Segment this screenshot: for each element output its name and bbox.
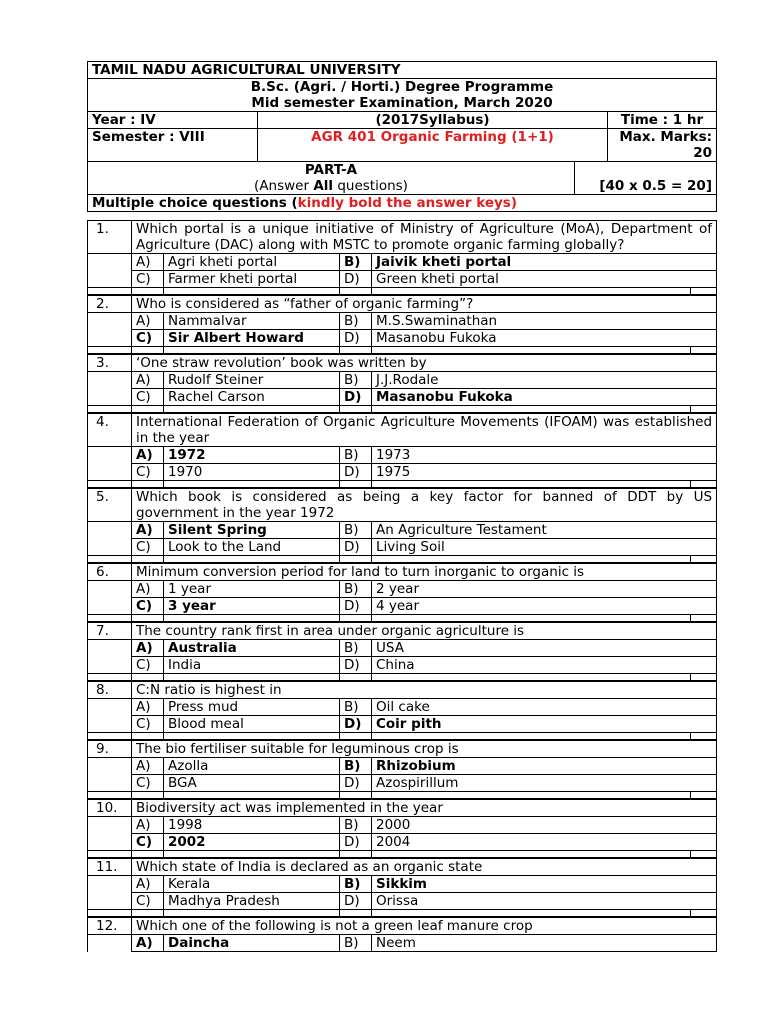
mcq-heading xyxy=(88,195,717,212)
option-letter: C) xyxy=(132,893,164,910)
option-text: 1970 xyxy=(164,464,340,481)
question-number: 7. xyxy=(88,623,132,640)
option-text: 2 year xyxy=(372,581,717,598)
option-text: Look to the Land xyxy=(164,539,340,556)
question-number: 8. xyxy=(88,682,132,699)
university-name: TAMIL NADU AGRICULTURAL UNIVERSITY xyxy=(88,62,717,79)
option-text: Masanobu Fukoka xyxy=(372,330,717,347)
option-text: Oil cake xyxy=(372,699,717,716)
question-list xyxy=(87,220,716,952)
question-block xyxy=(87,220,717,295)
option-letter: D) xyxy=(340,716,372,733)
option-letter: C) xyxy=(132,389,164,406)
option-letter: A) xyxy=(132,640,164,657)
option-letter: A) xyxy=(132,876,164,893)
question-block xyxy=(87,488,717,563)
option-letter: D) xyxy=(340,657,372,674)
answer-key-option: Rhizobium xyxy=(372,758,717,775)
option-text: Azolla xyxy=(164,758,340,775)
option-text: Rudolf Steiner xyxy=(164,372,340,389)
option-text: 1998 xyxy=(164,817,340,834)
option-text: Press mud xyxy=(164,699,340,716)
option-letter: C) xyxy=(132,716,164,733)
header-table xyxy=(87,61,717,162)
option-letter: B) xyxy=(340,313,372,330)
option-text: Blood meal xyxy=(164,716,340,733)
option-letter: B) xyxy=(340,372,372,389)
semester-label: Semester : VIII xyxy=(88,129,258,162)
option-letter: B) xyxy=(340,817,372,834)
option-text: BGA xyxy=(164,775,340,792)
option-text: USA xyxy=(372,640,717,657)
option-letter: D) xyxy=(340,834,372,851)
option-letter: A) xyxy=(132,447,164,464)
option-letter: C) xyxy=(132,271,164,288)
question-text: Which portal is a unique initiative of Ministry of Agriculture (MoA), Department of Agriculture (DAC) along with MSTC to promote organic farming globally? xyxy=(132,221,717,254)
option-text: Azospirillum xyxy=(372,775,717,792)
option-text: 1975 xyxy=(372,464,717,481)
option-letter: A) xyxy=(132,522,164,539)
option-letter: A) xyxy=(132,372,164,389)
question-block xyxy=(87,740,717,799)
option-text: Neem xyxy=(372,935,717,952)
option-letter: C) xyxy=(132,539,164,556)
answer-key-option: Australia xyxy=(164,640,340,657)
option-text: Farmer kheti portal xyxy=(164,271,340,288)
answer-pre: (Answer xyxy=(254,178,314,194)
question-text: C:N ratio is highest in xyxy=(132,682,717,699)
year-label: Year : IV xyxy=(88,112,258,129)
option-text: Agri kheti portal xyxy=(164,254,340,271)
option-letter: C) xyxy=(132,330,164,347)
option-text: 2000 xyxy=(372,817,717,834)
question-number: 9. xyxy=(88,741,132,758)
answer-key-option: Sikkim xyxy=(372,876,717,893)
answer-key-option: Coir pith xyxy=(372,716,717,733)
answer-key-option: Daincha xyxy=(164,935,340,952)
exam-paper xyxy=(87,61,716,952)
answer-key-option: Jaivik kheti portal xyxy=(372,254,717,271)
answer-key-option: Silent Spring xyxy=(164,522,340,539)
answer-key-option: 2002 xyxy=(164,834,340,851)
option-letter: A) xyxy=(132,817,164,834)
option-letter: C) xyxy=(132,775,164,792)
part-label: PART-A xyxy=(88,162,575,179)
course-title: AGR 401 Organic Farming (1+1) xyxy=(258,129,608,162)
answer-key-option: 3 year xyxy=(164,598,340,615)
answer-key-option: Sir Albert Howard xyxy=(164,330,340,347)
question-text: Which state of India is declared as an organic state xyxy=(132,859,717,876)
option-text: M.S.Swaminathan xyxy=(372,313,717,330)
option-text: 2004 xyxy=(372,834,717,851)
option-text: An Agriculture Testament xyxy=(372,522,717,539)
question-number: 1. xyxy=(88,221,132,254)
option-text: J.J.Rodale xyxy=(372,372,717,389)
question-block xyxy=(87,622,717,681)
question-text: The country rank first in area under organic agriculture is xyxy=(132,623,717,640)
part-a-table xyxy=(87,161,717,212)
option-letter: A) xyxy=(132,758,164,775)
mcq-label: Multiple choice questions ( xyxy=(92,195,298,211)
option-text: Rachel Carson xyxy=(164,389,340,406)
option-letter: B) xyxy=(340,699,372,716)
option-letter: B) xyxy=(340,254,372,271)
question-block xyxy=(87,799,717,858)
question-number: 4. xyxy=(88,414,132,447)
question-block xyxy=(87,413,717,488)
option-text: China xyxy=(372,657,717,674)
question-text: The bio fertiliser suitable for leguminous crop is xyxy=(132,741,717,758)
option-letter: D) xyxy=(340,893,372,910)
option-text: Nammalvar xyxy=(164,313,340,330)
option-text: Green kheti portal xyxy=(372,271,717,288)
option-letter: D) xyxy=(340,271,372,288)
option-letter: B) xyxy=(340,640,372,657)
option-letter: A) xyxy=(132,935,164,952)
option-text: India xyxy=(164,657,340,674)
question-number: 2. xyxy=(88,296,132,313)
time-label: Time : 1 hr xyxy=(608,112,717,129)
max-marks: Max. Marks: 20 xyxy=(608,129,717,162)
question-block xyxy=(87,295,717,354)
question-text: International Federation of Organic Agriculture Movements (IFOAM) was established in the year xyxy=(132,414,717,447)
option-letter: D) xyxy=(340,598,372,615)
option-text: 1 year xyxy=(164,581,340,598)
option-text: 4 year xyxy=(372,598,717,615)
answer-post: questions) xyxy=(333,178,408,194)
question-block xyxy=(87,681,717,740)
question-block xyxy=(87,563,717,622)
question-text: ‘One straw revolution’ book was written by xyxy=(132,355,717,372)
question-block xyxy=(87,858,717,917)
question-text: Who is considered as “father of organic farming”? xyxy=(132,296,717,313)
option-letter: B) xyxy=(340,581,372,598)
question-number: 6. xyxy=(88,564,132,581)
option-letter: A) xyxy=(132,254,164,271)
question-text: Which book is considered as being a key factor for banned of DDT by US government in the year 1972 xyxy=(132,489,717,522)
option-letter: D) xyxy=(340,330,372,347)
option-letter: D) xyxy=(340,775,372,792)
option-letter: C) xyxy=(132,464,164,481)
option-letter: C) xyxy=(132,657,164,674)
option-letter: D) xyxy=(340,389,372,406)
answer-key-option: Masanobu Fukoka xyxy=(372,389,717,406)
question-number: 12. xyxy=(88,918,132,935)
question-text: Biodiversity act was implemented in the year xyxy=(132,800,717,817)
mcq-note: kindly bold the answer keys) xyxy=(297,195,517,211)
option-letter: B) xyxy=(340,758,372,775)
question-number: 3. xyxy=(88,355,132,372)
option-letter: D) xyxy=(340,539,372,556)
question-text: Minimum conversion period for land to turn inorganic to organic is xyxy=(132,564,717,581)
option-letter: B) xyxy=(340,522,372,539)
question-number: 10. xyxy=(88,800,132,817)
question-text: Which one of the following is not a green leaf manure crop xyxy=(132,918,717,935)
option-text: Orissa xyxy=(372,893,717,910)
option-text: Living Soil xyxy=(372,539,717,556)
option-text: 1973 xyxy=(372,447,717,464)
option-letter: D) xyxy=(340,464,372,481)
option-letter: C) xyxy=(132,834,164,851)
question-number: 5. xyxy=(88,489,132,522)
marks-formula: [40 x 0.5 = 20] xyxy=(575,178,717,195)
option-text: Kerala xyxy=(164,876,340,893)
option-letter: A) xyxy=(132,581,164,598)
option-letter: B) xyxy=(340,876,372,893)
syllabus-label: (2017Syllabus) xyxy=(258,112,608,129)
option-letter: C) xyxy=(132,598,164,615)
answer-key-option: 1972 xyxy=(164,447,340,464)
option-letter: B) xyxy=(340,447,372,464)
option-letter: A) xyxy=(132,313,164,330)
answer-all: All xyxy=(313,178,334,194)
programme-title: B.Sc. (Agri. / Horti.) Degree Programme xyxy=(88,79,717,96)
option-text: Madhya Pradesh xyxy=(164,893,340,910)
option-letter: B) xyxy=(340,935,372,952)
answer-instruction xyxy=(88,178,575,195)
question-number: 11. xyxy=(88,859,132,876)
option-letter: A) xyxy=(132,699,164,716)
question-block xyxy=(87,354,717,413)
question-block xyxy=(87,917,717,952)
exam-title: Mid semester Examination, March 2020 xyxy=(88,95,717,112)
